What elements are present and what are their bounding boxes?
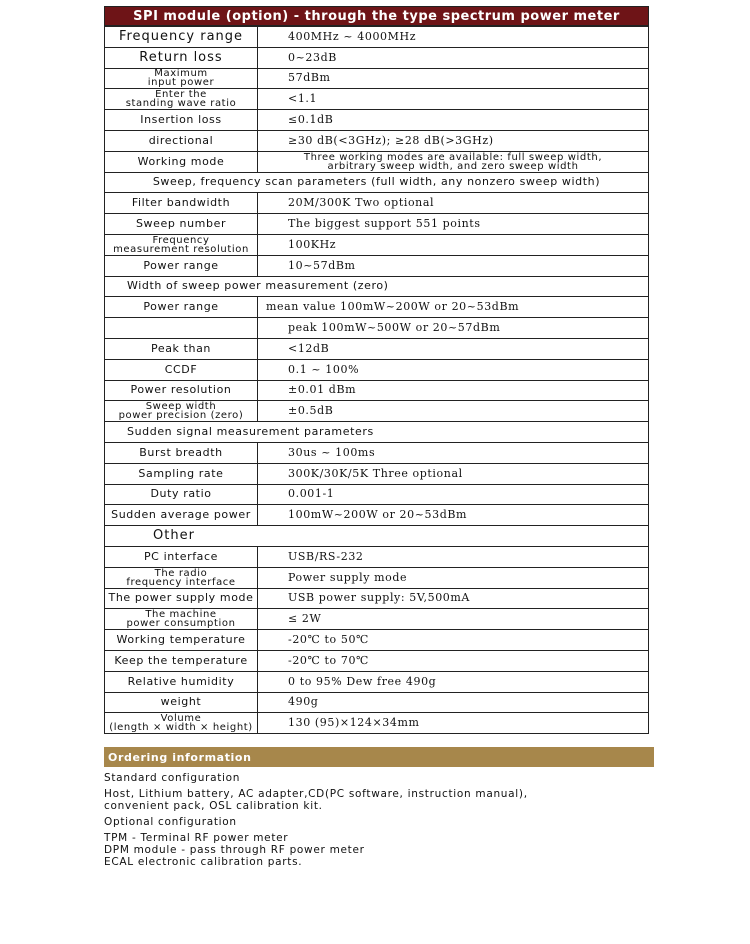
standard-config-line: Host, Lithium battery, AC adapter,CD(PC software, instruction manual), — [104, 788, 528, 800]
spec-section-title: Sweep, frequency scan parameters (full width, any nonzero sweep width) — [105, 172, 649, 193]
spec-key-line: Maximum — [154, 68, 208, 80]
spec-key: Insertion loss — [105, 110, 258, 131]
spec-section-row — [105, 172, 649, 193]
spec-key: Power range — [105, 297, 258, 318]
spec-key — [105, 401, 258, 422]
spec-value: 0.1 ~ 100% — [258, 359, 649, 380]
spec-value: USB power supply: 5V,500mA — [258, 588, 649, 609]
ordering-header: Ordering information — [104, 747, 654, 767]
spec-row — [105, 110, 649, 131]
spec-value: -20℃ to 50℃ — [258, 630, 649, 651]
spec-value: ≤0.1dB — [258, 110, 649, 131]
spec-key — [105, 89, 258, 110]
spec-key-line: power precision (zero) — [118, 410, 244, 422]
spec-key-line: measurement resolution — [113, 243, 249, 255]
spec-key-line: standing wave ratio — [125, 98, 237, 110]
spec-row — [105, 318, 649, 339]
spec-key-line: input power — [147, 77, 215, 89]
spec-value: ±0.5dB — [258, 401, 649, 422]
spec-value: -20℃ to 70℃ — [258, 650, 649, 671]
spec-value: 130 (95)×124×34mm — [258, 713, 649, 734]
spec-key — [105, 609, 258, 630]
spec-value: <1.1 — [258, 89, 649, 110]
spec-row — [105, 463, 649, 484]
spec-row — [105, 297, 649, 318]
spec-key-line: (length × width × height) — [109, 722, 253, 734]
spec-key — [105, 713, 258, 734]
spec-row — [105, 214, 649, 235]
spec-section-title: Width of sweep power measurement (zero) — [105, 276, 649, 297]
spec-value: 10~57dBm — [258, 255, 649, 276]
spec-value-line: Three working modes are available: full sweep width, — [303, 151, 603, 163]
spec-sheet — [104, 6, 649, 734]
spec-key — [105, 318, 258, 339]
spec-key: Filter bandwidth — [105, 193, 258, 214]
spec-value: ≤ 2W — [258, 609, 649, 630]
spec-value-line: arbitrary sweep width, and zero sweep width — [327, 160, 579, 172]
spec-key: Power range — [105, 255, 258, 276]
spec-value: 57dBm — [258, 68, 649, 89]
spec-key — [105, 68, 258, 89]
spec-key-line: power consumption — [126, 618, 236, 630]
spec-value: ±0.01 dBm — [258, 380, 649, 401]
spec-key-line: Volume — [160, 713, 202, 725]
spec-row — [105, 567, 649, 588]
spec-section-row — [105, 526, 649, 547]
spec-value: mean value 100mW~200W or 20~53dBm — [258, 297, 649, 318]
standard-config-line: convenient pack, OSL calibration kit. — [104, 800, 323, 812]
spec-key: Working mode — [105, 151, 258, 172]
spec-row — [105, 193, 649, 214]
spec-key: Power resolution — [105, 380, 258, 401]
spec-key-line: Enter the — [155, 89, 207, 101]
spec-key: Working temperature — [105, 630, 258, 651]
spec-value: 100mW~200W or 20~53dBm — [258, 505, 649, 526]
spec-key — [105, 567, 258, 588]
spec-key: Sweep number — [105, 214, 258, 235]
standard-config-heading: Standard configuration — [104, 772, 241, 784]
spec-value: The biggest support 551 points — [258, 214, 649, 235]
spec-row — [105, 380, 649, 401]
spec-value: USB/RS-232 — [258, 546, 649, 567]
spec-value: ≥30 dB(<3GHz); ≥28 dB(>3GHz) — [258, 130, 649, 151]
spec-key: weight — [105, 692, 258, 713]
spec-key: Frequency range — [105, 27, 258, 48]
optional-config-line: DPM module - pass through RF power meter — [104, 844, 365, 856]
spec-value: 300K/30K/5K Three optional — [258, 463, 649, 484]
spec-section-row — [105, 422, 649, 443]
spec-value: peak 100mW~500W or 20~57dBm — [258, 318, 649, 339]
spec-row — [105, 338, 649, 359]
optional-config-heading: Optional configuration — [104, 816, 237, 828]
spec-row — [105, 442, 649, 463]
spec-value: 0 to 95% Dew free 490g — [258, 671, 649, 692]
spec-row — [105, 89, 649, 110]
spec-row — [105, 713, 649, 734]
spec-key — [105, 234, 258, 255]
spec-row — [105, 484, 649, 505]
spec-value: 490g — [258, 692, 649, 713]
ordering-content — [104, 772, 664, 868]
spec-key-line: The machine — [145, 609, 217, 621]
spec-section-title: Other — [105, 526, 649, 547]
spec-section-row — [105, 276, 649, 297]
spec-key: The power supply mode — [105, 588, 258, 609]
spec-row — [105, 546, 649, 567]
spec-value — [258, 151, 649, 172]
spec-key: Duty ratio — [105, 484, 258, 505]
spec-row — [105, 359, 649, 380]
spec-key: Keep the temperature — [105, 650, 258, 671]
spec-row — [105, 151, 649, 172]
spec-row — [105, 47, 649, 68]
spec-value: 0.001-1 — [258, 484, 649, 505]
spec-key: Sudden average power — [105, 505, 258, 526]
spec-key-line: The radio — [154, 567, 208, 579]
spec-section-title: Sudden signal measurement parameters — [105, 422, 649, 443]
spec-row — [105, 130, 649, 151]
spec-key: Peak than — [105, 338, 258, 359]
spec-title: SPI module (option) - through the type spectrum power meter — [104, 6, 649, 26]
spec-key-line: Frequency — [152, 234, 210, 246]
spec-value: 0~23dB — [258, 47, 649, 68]
spec-key: PC interface — [105, 546, 258, 567]
spec-row — [105, 27, 649, 48]
spec-key: CCDF — [105, 359, 258, 380]
spec-row — [105, 609, 649, 630]
spec-row — [105, 401, 649, 422]
spec-value: Power supply mode — [258, 567, 649, 588]
spec-row — [105, 671, 649, 692]
spec-table — [104, 26, 649, 734]
optional-config-line: ECAL electronic calibration parts. — [104, 856, 303, 868]
spec-row — [105, 255, 649, 276]
spec-key: directional — [105, 130, 258, 151]
optional-config-line: TPM - Terminal RF power meter — [104, 832, 289, 844]
spec-value: 20M/300K Two optional — [258, 193, 649, 214]
spec-row — [105, 588, 649, 609]
spec-key: Relative humidity — [105, 671, 258, 692]
spec-key: Sampling rate — [105, 463, 258, 484]
spec-key-line: Sweep width — [145, 401, 217, 413]
spec-value: 30us ~ 100ms — [258, 442, 649, 463]
spec-value: <12dB — [258, 338, 649, 359]
spec-row — [105, 505, 649, 526]
spec-key-line: frequency interface — [126, 576, 236, 588]
spec-value: 400MHz ~ 4000MHz — [258, 27, 649, 48]
spec-row — [105, 650, 649, 671]
spec-row — [105, 692, 649, 713]
spec-key: Burst breadth — [105, 442, 258, 463]
spec-row — [105, 630, 649, 651]
spec-key: Return loss — [105, 47, 258, 68]
spec-row — [105, 68, 649, 89]
spec-value: 100KHz — [258, 234, 649, 255]
spec-row — [105, 234, 649, 255]
